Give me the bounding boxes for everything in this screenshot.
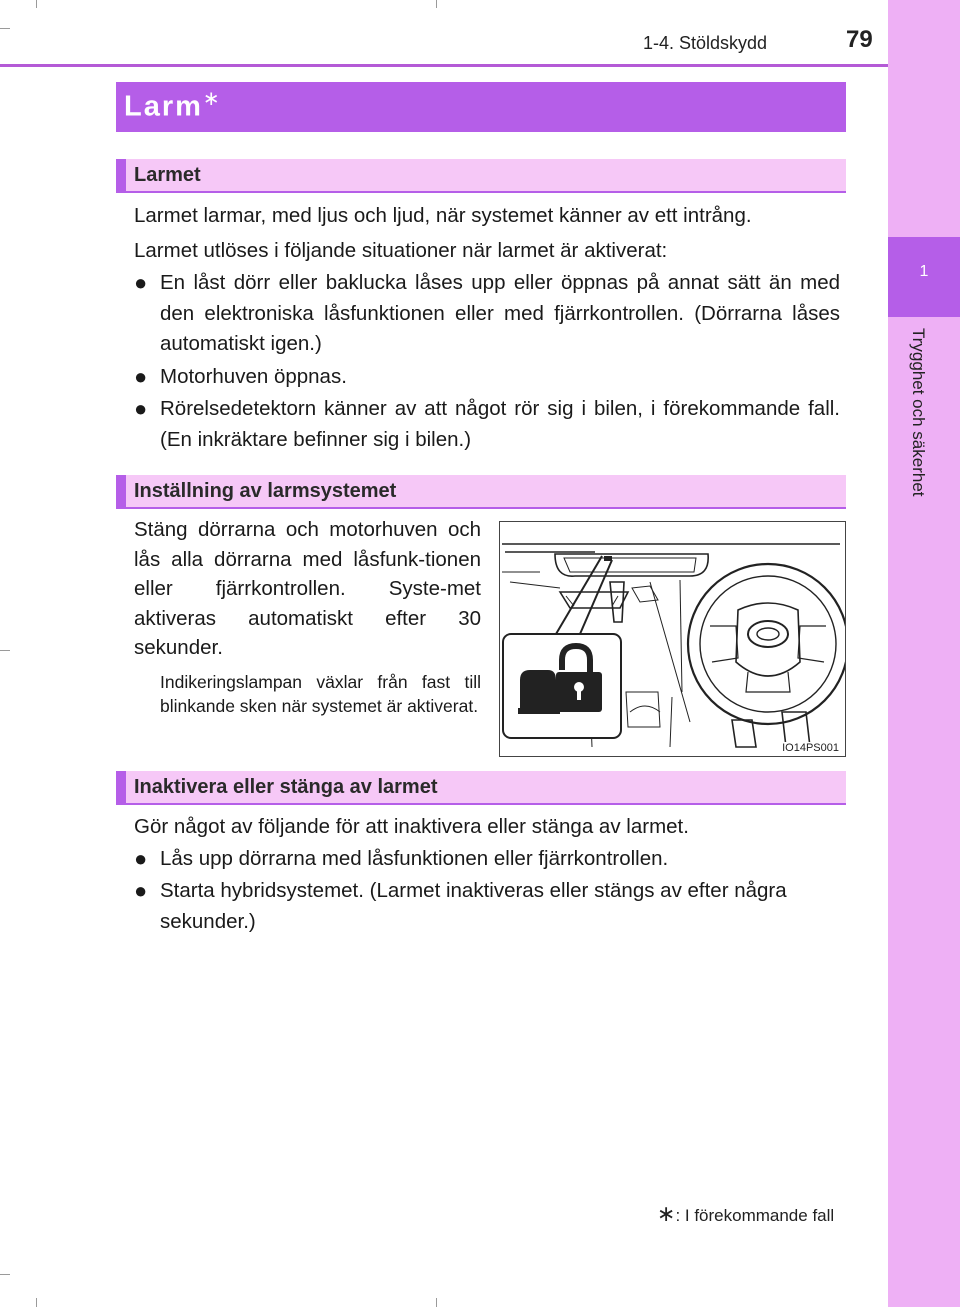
list-item-text: En låst dörr eller baklucka låses upp eller öppnas på annat sätt än med den elektroniska låsfunktionen eller med fjärrkontrollen. (Dörrarna låses automatiskt igen.) <box>160 271 840 355</box>
crop-mark <box>0 28 10 29</box>
chapter-title: Trygghet och säkerhet <box>909 328 928 497</box>
section-heading-inaktivera <box>116 771 846 805</box>
note-text: Indikeringslampan växlar från fast till blinkande sken när systemet är aktiverat. <box>160 672 481 716</box>
paragraph: Larmet larmar, med ljus och ljud, när systemet känner av ett intrång. <box>134 204 752 227</box>
crop-mark <box>0 650 10 651</box>
crop-mark <box>36 1298 37 1307</box>
chapter-sidebar <box>888 0 960 1307</box>
list-item-text: Motorhuven öppnas. <box>160 365 347 388</box>
title-bar <box>116 82 846 132</box>
footnote <box>657 1201 834 1227</box>
bullet-icon: ● <box>134 878 148 903</box>
dashboard-drawing <box>500 522 845 756</box>
crop-mark <box>436 0 437 8</box>
page-title-text: Larm <box>124 90 203 123</box>
list-item-text: Lås upp dörrarna med låsfunktionen eller fjärrkontrollen. <box>160 847 669 870</box>
paragraph: Gör något av följande för att inaktivera eller stänga av larmet. <box>134 815 689 838</box>
bullet-icon: ● <box>134 396 148 421</box>
section-heading-text: Inaktivera eller stänga av larmet <box>134 776 438 798</box>
section-heading-text: Larmet <box>134 164 201 186</box>
asterisk-mark: ∗ <box>657 1201 676 1226</box>
page-number: 79 <box>846 26 873 53</box>
asterisk-mark: ∗ <box>202 88 220 110</box>
bullet-icon: ● <box>134 270 148 295</box>
dashboard-illustration <box>499 521 846 757</box>
paragraph: Stäng dörrarna och motorhuven och lås alla dörrarna med låsfunk-tionen eller fjärrkontrollen. Syste-met aktiveras automatiskt efter 30 sekunder. <box>134 518 481 659</box>
bullet-icon: ● <box>134 846 148 871</box>
indicator-lamp-icon <box>604 556 612 561</box>
page-title <box>124 86 220 124</box>
crop-mark <box>436 1298 437 1307</box>
crop-mark <box>0 1274 10 1275</box>
list-item-text: Rörelsedetektorn känner av att något rör sig i bilen, i förekommande fall. (En inkräktare befinner sig i bilen.) <box>160 397 840 451</box>
footnote-text: : I förekommande fall <box>675 1206 835 1225</box>
section-heading-larmet <box>116 159 846 193</box>
header-rule <box>0 64 888 67</box>
section-heading-text: Inställning av larmsystemet <box>134 480 397 502</box>
bullet-icon: ● <box>134 364 148 389</box>
paragraph: Larmet utlöses i följande situationer när larmet är aktiverat: <box>134 239 668 262</box>
header-section: 1-4. Stöldskydd <box>643 33 768 53</box>
section-heading-installning <box>116 475 846 509</box>
security-indicator-callout <box>503 634 621 738</box>
chapter-number: 1 <box>919 263 929 280</box>
list-item-text: Starta hybridsystemet. (Larmet inaktiveras eller stängs av efter några sekunder.) <box>160 879 787 933</box>
figure-code: IO14PS001 <box>782 742 839 754</box>
crop-mark <box>36 0 37 8</box>
